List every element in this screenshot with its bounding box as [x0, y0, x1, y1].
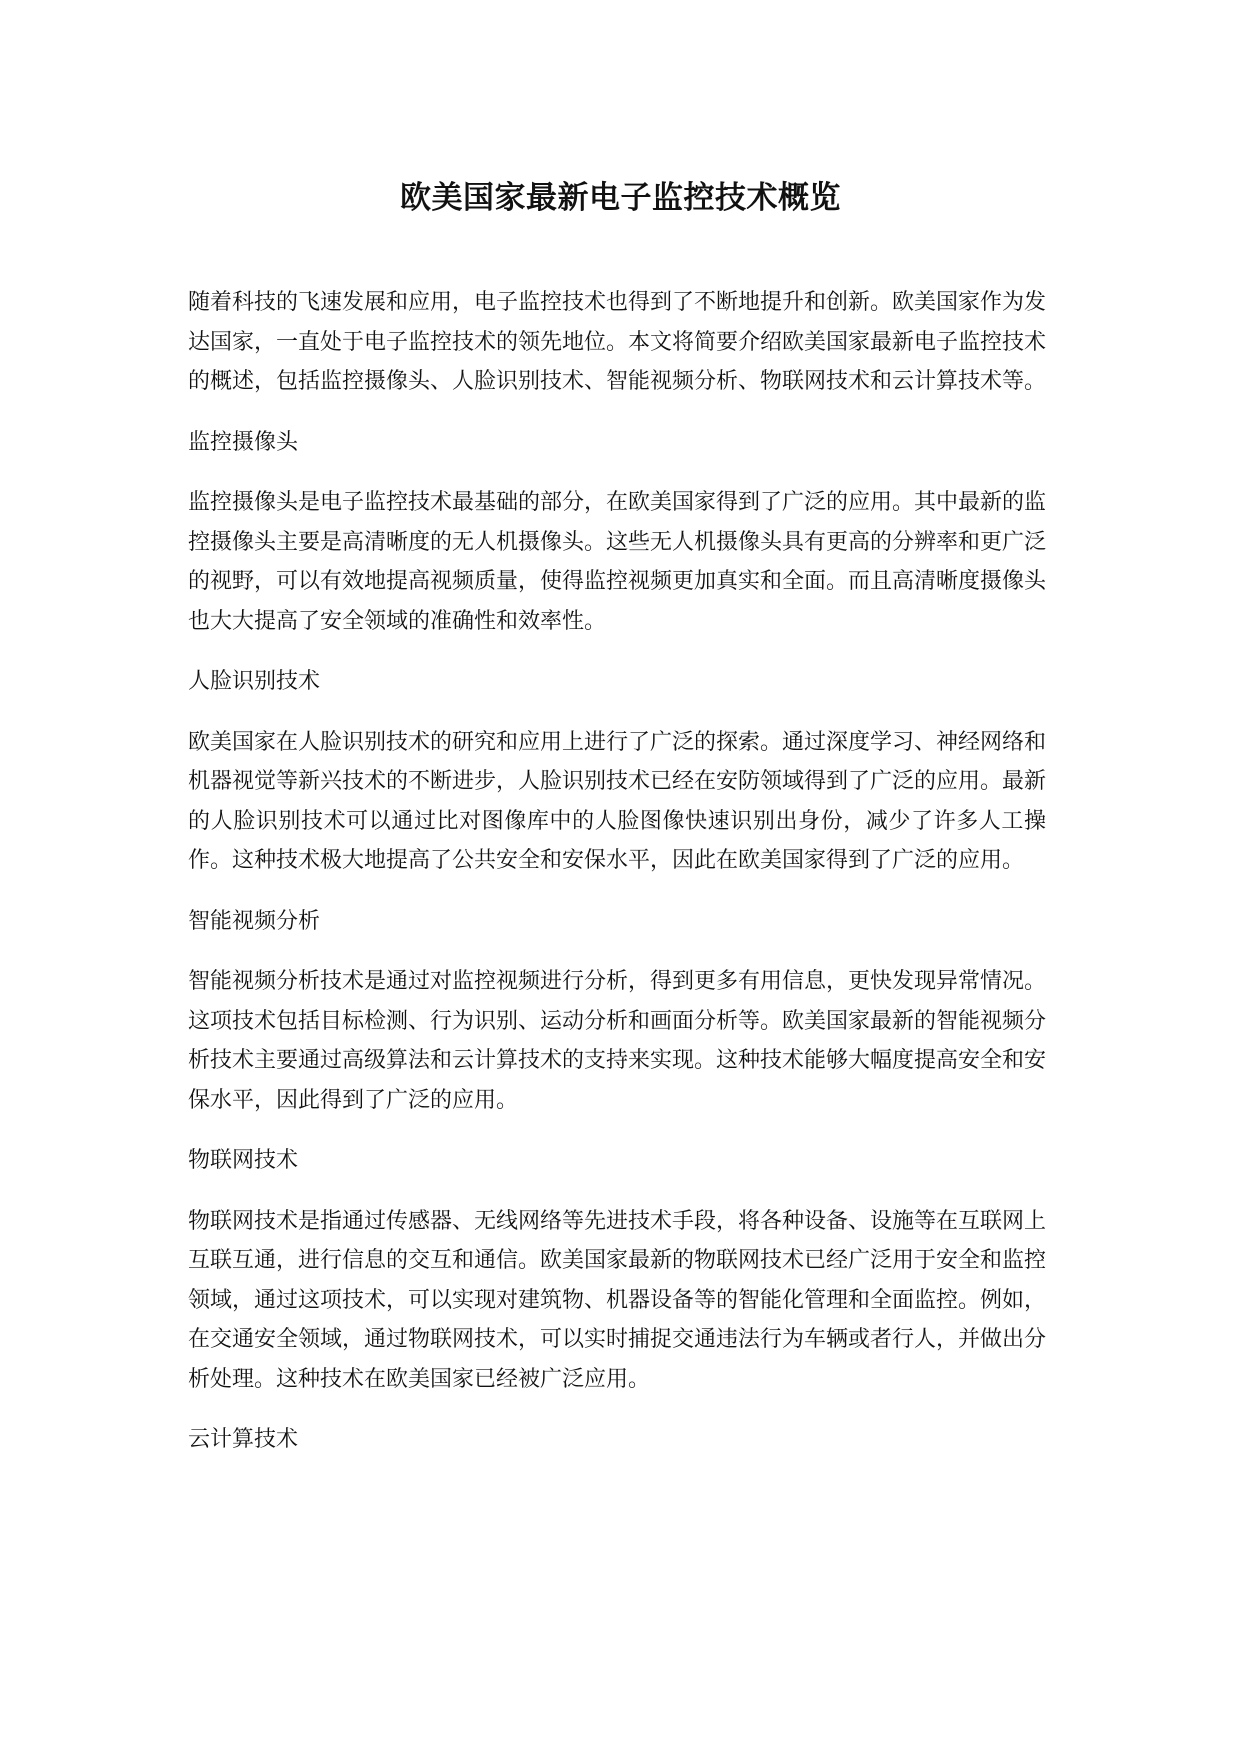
page-title: 欧美国家最新电子监控技术概览 [400, 180, 841, 216]
section-heading-face-recognition: 人脸识别技术 [188, 669, 321, 694]
section-heading-iot: 物联网技术 [188, 1148, 299, 1173]
section-body-video-analysis: 智能视频分析技术是通过对监控视频进行分析，得到更多有用信息，更快发现异常情况。这项技术包括目标检测、行为识别、运动分析和画面分析等。欧美国家最新的智能视频分析技术主要通过高级算法和云计算技术的支持来实现。这种技术能够大幅度提高安全和安保水平，因此得到了广泛的应用。 [188, 969, 1047, 1113]
section-body-iot: 物联网技术是指通过传感器、无线网络等先进技术手段，将各种设备、设施等在互联网上互联互通，进行信息的交互和通信。欧美国家最新的物联网技术已经广泛用于安全和监控领域，通过这项技术，可以实现对建筑物、机器设备等的智能化管理和全面监控。例如，在交通安全领域，通过物联网技术，可以实时捕捉交通违法行为车辆或者行人，并做出分析处理。这种技术在欧美国家已经被广泛应用。 [188, 1208, 1047, 1392]
intro-paragraph: 随着科技的飞速发展和应用，电子监控技术也得到了不断地提升和创新。欧美国家作为发达国家，一直处于电子监控技术的领先地位。本文将简要介绍欧美国家最新电子监控技术的概述，包括监控摄像头、人脸识别技术、智能视频分析、物联网技术和云计算技术等。 [188, 290, 1047, 394]
document-body [188, 283, 1046, 1481]
section-heading-camera: 监控摄像头 [188, 429, 299, 455]
section-body-camera: 监控摄像头是电子监控技术最基础的部分，在欧美国家得到了广泛的应用。其中最新的监控摄像头主要是高清晰度的无人机摄像头。这些无人机摄像头具有更高的分辨率和更广泛的视野，可以有效地提高视频质量，使得监控视频更加真实和全面。而且高清晰度摄像头也大大提高了安全领域的准确性和效率性。 [188, 490, 1047, 634]
section-heading-video-analysis: 智能视频分析 [188, 908, 321, 934]
section-heading-cloud: 云计算技术 [188, 1427, 299, 1452]
section-body-face-recognition: 欧美国家在人脸识别技术的研究和应用上进行了广泛的探索。通过深度学习、神经网络和机器视觉等新兴技术的不断进步，人脸识别技术已经在安防领域得到了广泛的应用。最新的人脸识别技术可以通过比对图像库中的人脸图像快速识别出身份，减少了许多人工操作。这种技术极大地提高了公共安全和安保水平，因此在欧美国家得到了广泛的应用。 [188, 729, 1047, 873]
